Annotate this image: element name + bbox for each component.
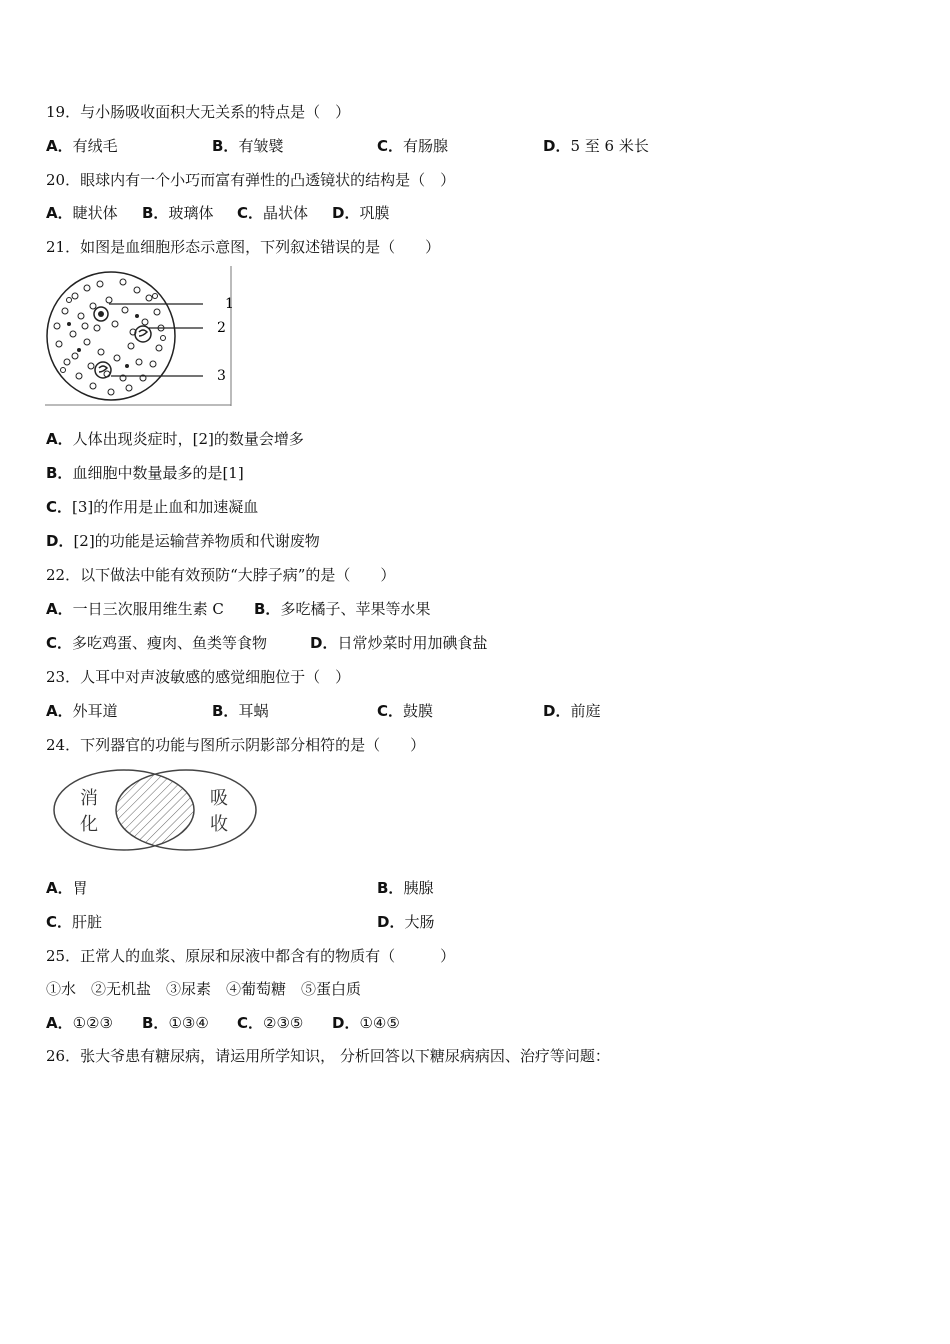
figure-label-3: 3 — [217, 368, 226, 384]
question-21-stem: 21．如图是血细胞形态示意图，下列叙述错误的是（ ） — [46, 238, 441, 256]
q19-option-b: B．有皱襞 — [212, 137, 284, 155]
q24-option-a: A．胃 — [46, 879, 88, 897]
venn-label-xi: 吸 — [210, 788, 228, 809]
venn-label-shou: 收 — [210, 814, 228, 835]
question-23-stem: 23．人耳中对声波敏感的感觉细胞位于（ ） — [46, 668, 351, 686]
q24-option-c: C．肝脏 — [46, 913, 103, 931]
q25-option-d: D．①④⑤ — [332, 1014, 400, 1032]
question-25-stem: 25．正常人的血浆、原尿和尿液中都含有的物质有（ ） — [46, 947, 456, 965]
q21-option-c: C．[3]的作用是止血和加速凝血 — [46, 498, 259, 516]
q19-option-c: C．有肠腺 — [377, 137, 449, 155]
q22-option-a: A．一日三次服用维生素 C — [46, 600, 224, 618]
question-19-stem: 19．与小肠吸收面积大无关系的特点是（ ） — [46, 103, 351, 121]
venn-label-hua: 化 — [80, 814, 98, 835]
question-22-stem: 22．以下做法中能有效预防“大脖子病”的是（ ） — [46, 566, 396, 584]
q22-option-b: B．多吃橘子、苹果等水果 — [254, 600, 431, 618]
q25-items: ①水 ②无机盐 ③尿素 ④葡萄糖 ⑤蛋白质 — [46, 980, 362, 998]
q20-option-b: B．玻璃体 — [142, 204, 214, 222]
q25-option-c: C．②③⑤ — [237, 1014, 304, 1032]
q25-option-b: B．①③④ — [142, 1014, 209, 1032]
figure-label-1: 1 — [225, 296, 234, 312]
q21-option-a: A．人体出现炎症时，[2]的数量会增多 — [46, 430, 304, 448]
venn-diagram-figure — [52, 766, 258, 856]
q23-option-a: A．外耳道 — [46, 702, 118, 720]
q20-option-a: A．睫状体 — [46, 204, 118, 222]
q21-option-b: B．血细胞中数量最多的是[1] — [46, 464, 244, 482]
q21-option-d: D．[2]的功能是运输营养物质和代谢废物 — [46, 532, 320, 550]
q19-option-d: D．5 至 6 米长 — [543, 137, 649, 155]
venn-label-xiao: 消 — [80, 788, 98, 809]
question-20-stem: 20．眼球内有一个小巧而富有弹性的凸透镜状的结构是（ ） — [46, 171, 456, 189]
q23-option-c: C．鼓膜 — [377, 702, 434, 720]
q19-option-a: A．有绒毛 — [46, 137, 118, 155]
q22-option-c: C．多吃鸡蛋、瘦肉、鱼类等食物 — [46, 634, 268, 652]
figure-label-2: 2 — [217, 320, 226, 336]
q23-option-d: D．前庭 — [543, 702, 601, 720]
q24-option-b: B．胰腺 — [377, 879, 434, 897]
blood-cell-figure — [45, 266, 235, 406]
q20-option-c: C．晶状体 — [237, 204, 309, 222]
q22-option-d: D．日常炒菜时用加碘食盐 — [310, 634, 488, 652]
q24-option-d: D．大肠 — [377, 913, 435, 931]
question-26-stem: 26．张大爷患有糖尿病，请运用所学知识， 分析回答以下糖尿病病因、治疗等问题： — [46, 1047, 610, 1065]
q25-option-a: A．①②③ — [46, 1014, 113, 1032]
q23-option-b: B．耳蜗 — [212, 702, 269, 720]
question-24-stem: 24．下列器官的功能与图所示阴影部分相符的是（ ） — [46, 736, 426, 754]
q20-option-d: D．巩膜 — [332, 204, 390, 222]
